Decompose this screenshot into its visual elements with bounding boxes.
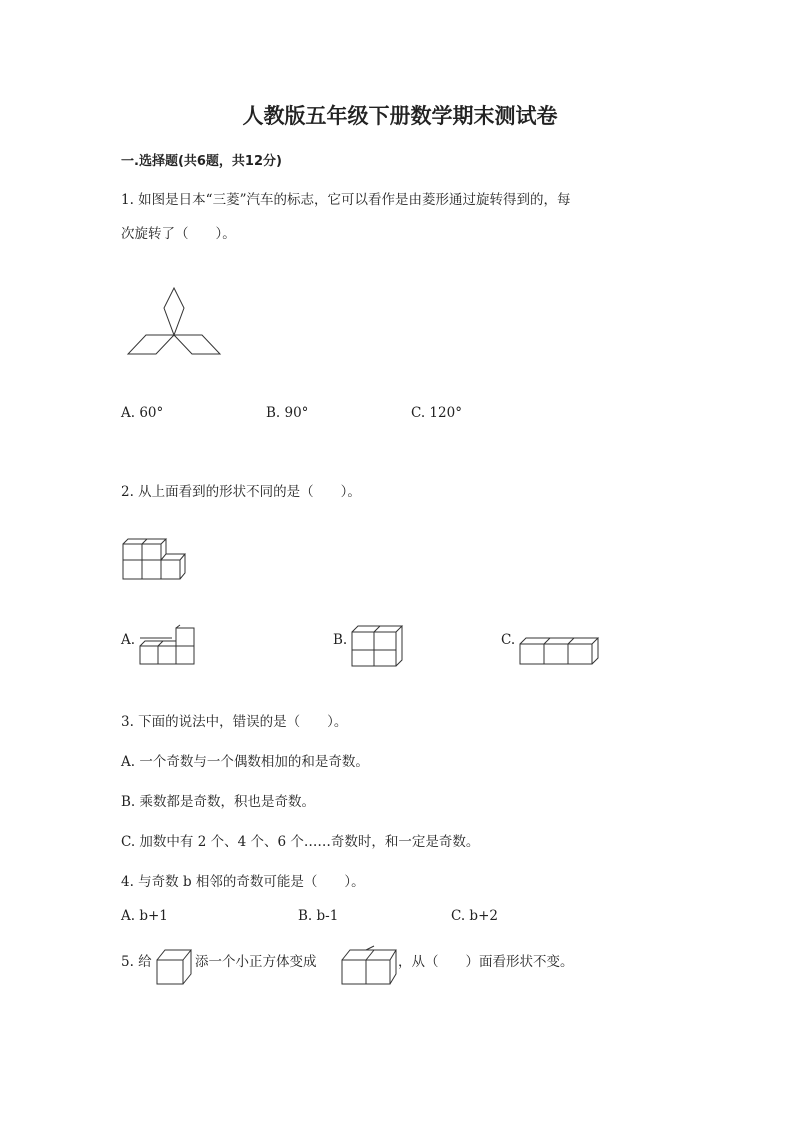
page-title: 人教版五年级下册数学期末测试卷 [242,104,558,128]
q2-text: 2. 从上面看到的形状不同的是（ ）。 [121,484,361,500]
q3-text: 3. 下面的说法中，错误的是（ ）。 [121,714,348,730]
two-cube-figure [153,946,195,988]
mitsubishi-logo-icon [120,280,230,360]
q1-option-a: A. 60° [121,405,164,421]
q5-text-part2: 添一个小正方体变成 [195,954,317,970]
q2-option-b-figure [348,624,406,668]
q3-option-c: C. 加数中有 2 个、4 个、6 个……奇数时，和一定是奇数。 [121,834,480,850]
q2-option-a-label: A. [121,632,136,648]
q3-option-b: B. 乘数都是奇数，积也是奇数。 [121,794,316,810]
q4-option-a: A. b+1 [121,908,168,924]
q4-option-b: B. b-1 [298,908,339,924]
q5-text-part3: ，从（ ）面看形状不变。 [398,954,574,970]
three-cube-figure [338,944,400,988]
q2-option-b-label: B. [333,632,348,648]
q5-text-part1: 5. 给 [121,954,152,970]
q1-text-line1: 1. 如图是日本“三菱”汽车的标志，它可以看作是由菱形通过旋转得到的，每 [121,192,571,208]
q1-option-c: C. 120° [411,405,462,421]
cube-stack-icon [120,535,190,585]
section-heading: 一.选择题(共6题，共12分) [121,154,282,169]
q2-option-c-label: C. [501,632,516,648]
q1-option-b: B. 90° [266,405,309,421]
q1-text-line2: 次旋转了（ ）。 [121,226,236,242]
q2-option-c-figure [516,634,602,668]
q2-option-a-figure [136,624,198,668]
q4-text: 4. 与奇数 b 相邻的奇数可能是（ ）。 [121,874,365,890]
q4-option-c: C. b+2 [451,908,498,924]
q3-option-a: A. 一个奇数与一个偶数相加的和是奇数。 [121,754,369,770]
